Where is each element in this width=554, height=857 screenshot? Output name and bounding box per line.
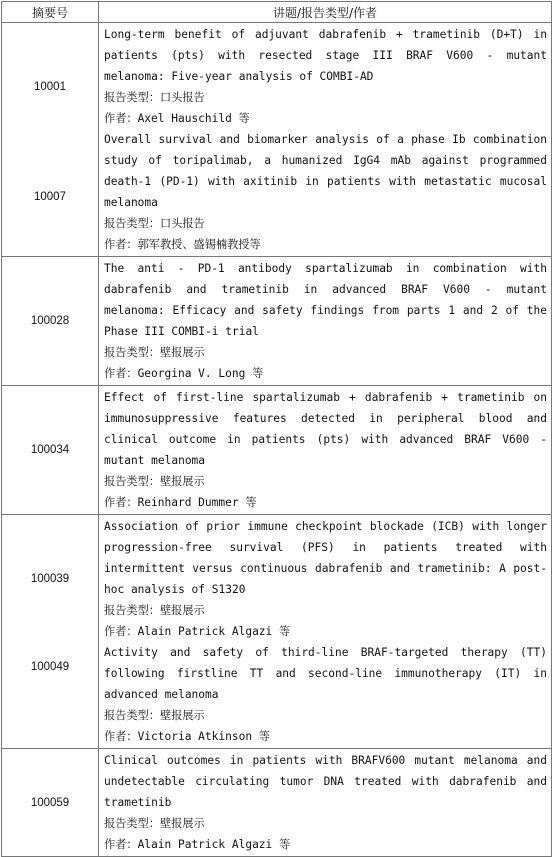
- abstract-id: 10007: [34, 191, 66, 203]
- report-type: 报告类型：壁报展示: [104, 346, 205, 359]
- header-row: [2, 2, 552, 23]
- report-type: 报告类型：壁报展示: [104, 817, 205, 830]
- report-type: 报告类型：口头报告: [104, 91, 205, 104]
- author: 作者：Georgina V. Long 等: [104, 367, 264, 380]
- header-topic-type-author: 讲题/报告类型/作者: [99, 2, 552, 23]
- abstract-id: 100059: [2, 749, 99, 857]
- abstract-title: Activity and safety of third-line BRAF-targeted therapy (TT) following firstline TT and second-line immunotherapy (IT) in advanced melanoma: [104, 646, 547, 701]
- table-row: [2, 23, 552, 257]
- abstract-id-cell: [2, 23, 99, 257]
- abstract-title: The anti - PD-1 antibody spartalizumab in combination with dabrafenib and trametinib in advanced BRAF V600 - mutant melanoma: Efficacy and safety findings from parts 1 and 2 of the Phase III COMBI-i trial: [104, 262, 547, 338]
- author: 作者：郭军教授、盛锡楠教授等: [104, 238, 261, 251]
- abstract-title: Effect of first-line spartalizumab + dabrafenib + trametinib on immunosuppressive features detected in peripheral blood and clinical outcome in patients (pts) with advanced BRAF V600 - mutant melanoma: [104, 391, 547, 467]
- abstract-content-cell: [99, 749, 552, 857]
- header-abstract-id: 摘要号: [2, 2, 99, 23]
- abstract-content-cell: [99, 515, 552, 749]
- abstract-id: 100039: [30, 573, 70, 585]
- report-type: 报告类型：口头报告: [104, 217, 205, 230]
- abstract-id: 10001: [34, 81, 66, 93]
- report-type: 报告类型：壁报展示: [104, 604, 205, 617]
- report-type: 报告类型：壁报展示: [104, 709, 205, 722]
- abstract-id-cell: [2, 515, 99, 749]
- author: 作者：Reinhard Dummer 等: [104, 496, 257, 509]
- author: 作者：Alain Patrick Algazi 等: [104, 625, 291, 638]
- author: 作者：Victoria Atkinson 等: [104, 730, 270, 743]
- abstract-title: Overall survival and biomarker analysis of a phase Ib combination study of toripalimab, a humanized IgG4 mAb against programmed death-1 (PD-1) with axitinib in patients with metastatic mucosal melanoma: [104, 133, 547, 209]
- abstract-id: 100028: [2, 257, 99, 386]
- author: 作者：Axel Hauschild 等: [104, 112, 250, 125]
- table-row: [2, 515, 552, 749]
- table-row: [2, 257, 552, 386]
- abstract-id: 100049: [30, 661, 70, 673]
- abstract-title: Clinical outcomes in patients with BRAFV600 mutant melanoma and undetectable circulating tumor DNA treated with dabrafenib and trametinib: [104, 754, 547, 809]
- abstract-id: 100034: [2, 386, 99, 515]
- abstract-content-cell: [99, 257, 552, 386]
- table-row: [2, 749, 552, 857]
- abstract-title: Association of prior immune checkpoint blockade (ICB) with longer progression-free survival (PFS) in patients treated with intermittent versus continuous dabrafenib and trametinib: A post-hoc analysis of S1320: [104, 520, 547, 596]
- abstract-content-cell: [99, 386, 552, 515]
- author: 作者：Alain Patrick Algazi 等: [104, 838, 291, 851]
- abstract-content-cell: [99, 23, 552, 257]
- abstracts-table: [1, 1, 552, 857]
- abstract-title: Long-term benefit of adjuvant dabrafenib + trametinib (D+T) in patients (pts) with resected stage III BRAF V600 - mutant melanoma: Five-year analysis of COMBI-AD: [104, 28, 547, 83]
- report-type: 报告类型：壁报展示: [104, 475, 205, 488]
- table-row: [2, 386, 552, 515]
